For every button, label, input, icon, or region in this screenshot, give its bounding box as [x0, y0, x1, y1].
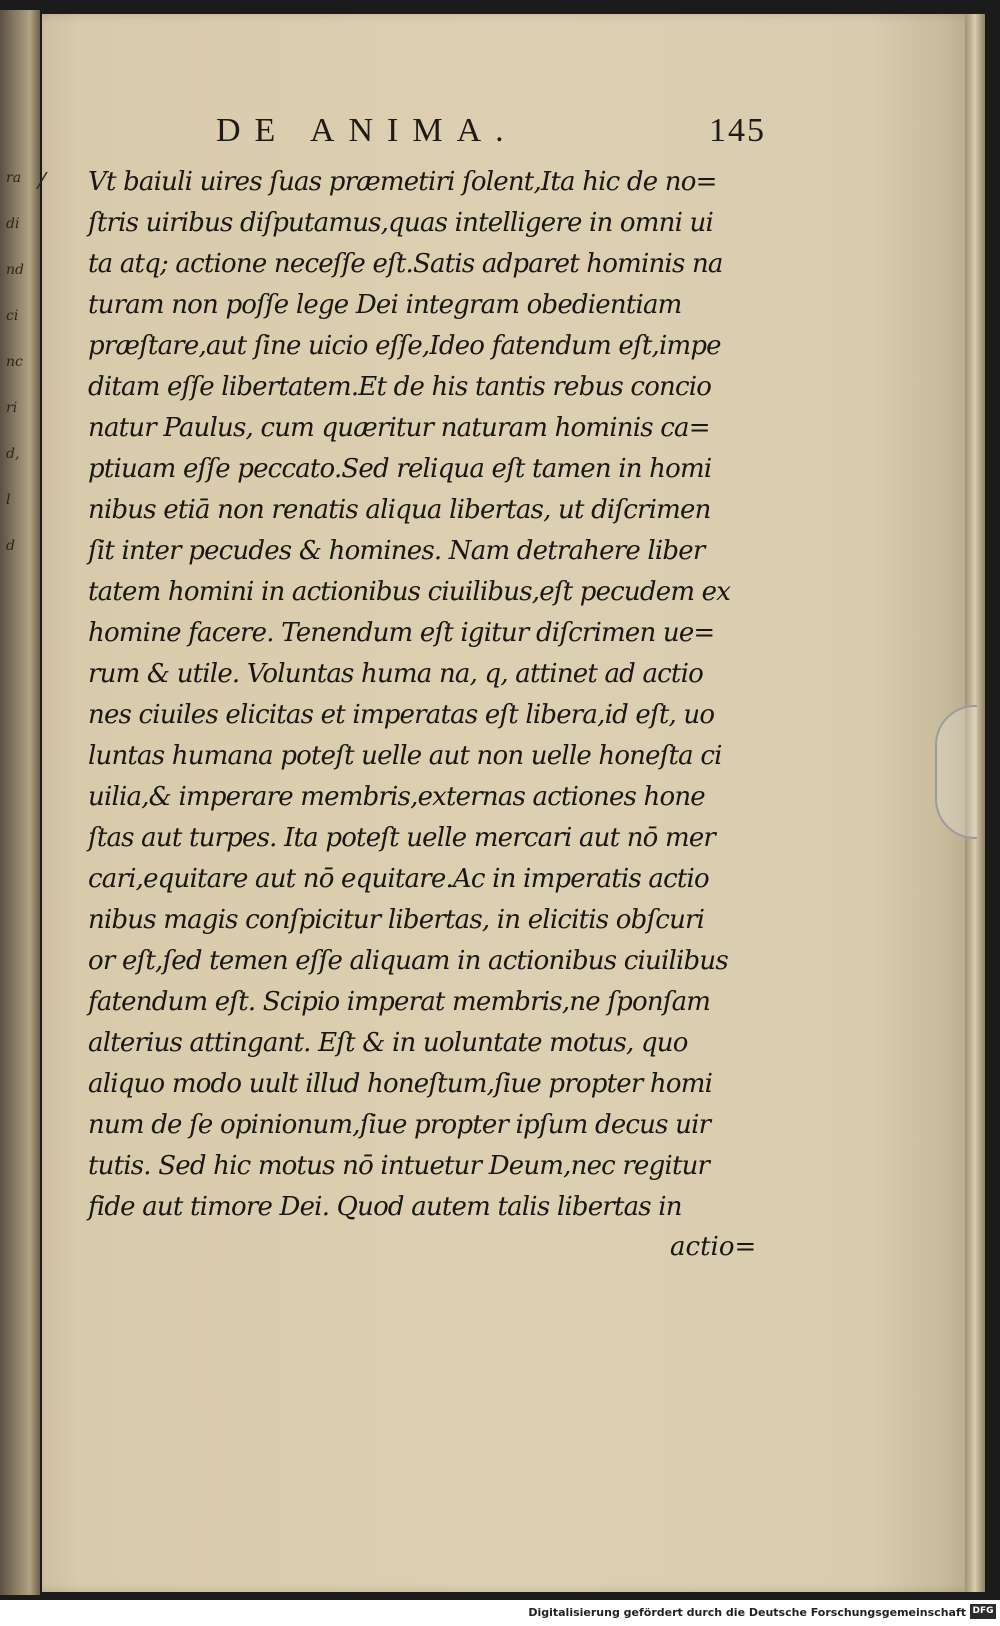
left-page-fragment: ci: [6, 308, 19, 324]
digitization-credit: Digitalisierung gefördert durch die Deutsche Forschungsgemeinschaft: [528, 1606, 966, 1619]
text-line: uilia,& imperare membris,externas actiones hone: [88, 782, 705, 812]
text-line: alterius attingant. Eſt & in uoluntate motus, quo: [88, 1028, 688, 1058]
text-line: natur Paulus, cum quæritur naturam hominis ca=: [88, 413, 710, 443]
page-number: 145: [709, 112, 766, 149]
text-line: nibus etiā non renatis aliqua libertas, ut diſcrimen: [88, 495, 711, 525]
running-head-title: DE ANIMA.: [216, 112, 518, 149]
text-line: or eſt,ſed temen eſſe aliquam in actionibus ciuilibus: [88, 946, 728, 976]
text-line: ta atq; actione neceſſe eſt.Satis adparet hominis na: [88, 249, 723, 279]
left-page-fragment: d,: [6, 446, 20, 462]
text-line: aliquo modo uult illud honeſtum,ſiue propter homi: [88, 1069, 713, 1099]
left-page-fragment: ri: [6, 400, 18, 416]
page-clip: [935, 705, 977, 839]
text-line: fatendum eſt. Scipio imperat membris,ne ſponſam: [88, 987, 711, 1017]
left-page-fragment: l: [6, 492, 11, 508]
text-line: num de ſe opinionum,ſiue propter ipſum decus uir: [88, 1110, 711, 1140]
left-page-fragment: nd: [6, 262, 24, 278]
text-line: nibus magis conſpicitur libertas, in elicitis obſcuri: [88, 905, 705, 935]
text-line: Vt baiuli uires ſuas præmetiri ſolent,Ita hic de no=: [88, 167, 717, 197]
left-page-fragment: di: [6, 216, 20, 232]
left-page-fragments: [6, 170, 30, 584]
text-line: rum & utile. Voluntas huma na, q, attinet ad actio: [88, 659, 703, 689]
text-line: homine facere. Tenendum eſt igitur diſcrimen ue=: [88, 618, 715, 648]
left-page-fragment: nc: [6, 354, 23, 370]
text-line: fide aut timore Dei. Quod autem talis libertas in: [88, 1192, 682, 1222]
text-line: ditam eſſe libertatem.Et de his tantis rebus concio: [88, 372, 712, 402]
left-page-fragment: ra: [6, 170, 22, 186]
text-line: nes ciuiles elicitas et imperatas eſt libera,id eſt, uo: [88, 700, 715, 730]
body-text: [88, 162, 768, 1228]
catchword: actio=: [670, 1232, 757, 1262]
text-line: cari,equitare aut nō equitare.Ac in imperatis actio: [88, 864, 709, 894]
margin-mark: ⁄: [40, 170, 44, 195]
text-line: turam non poſſe lege Dei integram obedientiam: [88, 290, 682, 320]
text-line: ſtas aut turpes. Ita poteſt uelle mercari aut nō mer: [88, 823, 716, 853]
text-line: ptiuam eſſe peccato.Sed reliqua eſt tamen in homi: [88, 454, 712, 484]
footer-bar: [0, 1600, 1000, 1626]
text-line: tatem homini in actionibus ciuilibus,eſt pecudem ex: [88, 577, 731, 607]
running-head: [216, 112, 766, 152]
text-line: ſit inter pecudes & homines. Nam detrahere liber: [88, 536, 705, 566]
dfg-logo-icon: DFG: [970, 1604, 996, 1619]
left-page-edge: [0, 10, 40, 1595]
text-line: ſtris uiribus diſputamus,quas intelligere in omni ui: [88, 208, 714, 238]
text-line: præſtare,aut ſine uicio eſſe,Ideo fatendum eſt,impe: [88, 331, 721, 361]
text-line: tutis. Sed hic motus nō intuetur Deum,nec regitur: [88, 1151, 710, 1181]
left-page-fragment: d: [6, 538, 15, 554]
text-line: luntas humana poteſt uelle aut non uelle honeſta ci: [88, 741, 722, 771]
